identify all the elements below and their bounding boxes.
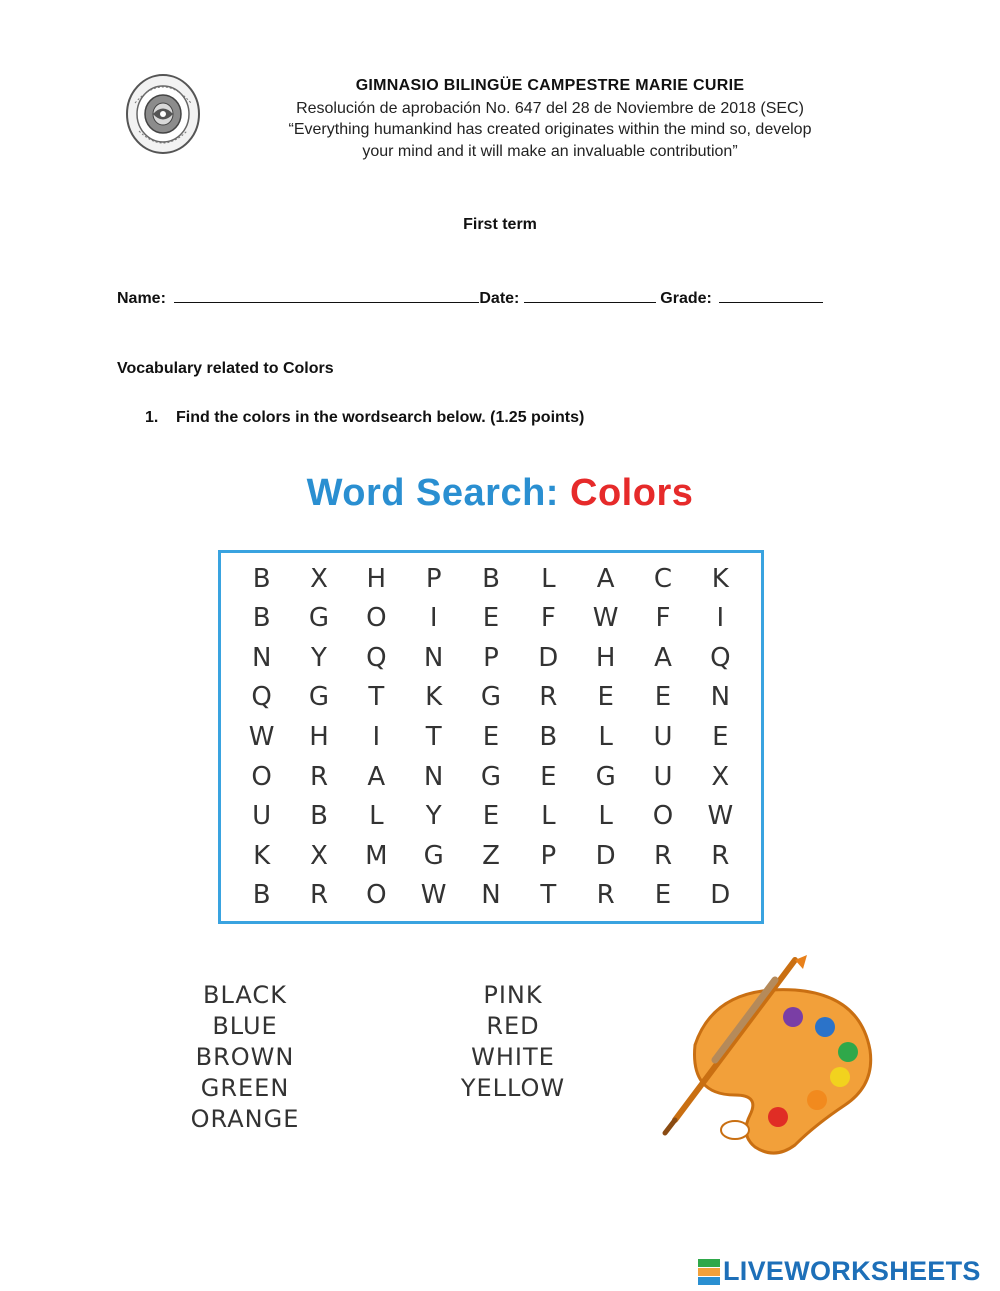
grid-letter[interactable]: X: [310, 840, 328, 871]
grid-letter[interactable]: P: [540, 840, 557, 871]
grid-letter[interactable]: D: [710, 880, 731, 911]
grid-letter[interactable]: R: [309, 880, 329, 911]
grid-letter[interactable]: Y: [425, 801, 442, 832]
grid-letter[interactable]: R: [711, 840, 730, 871]
motto-line-2: your mind and it will make an invaluable contribution”: [362, 143, 738, 160]
grid-letter[interactable]: E: [654, 880, 672, 911]
grid-letter[interactable]: G: [480, 761, 502, 792]
motto-line-1: “Everything humankind has created originates within the mind so, develop: [288, 121, 812, 138]
grid-letter[interactable]: Y: [311, 642, 327, 673]
term-label: First term: [463, 216, 537, 233]
grid-letter[interactable]: K: [711, 563, 729, 594]
grid-letter[interactable]: B: [252, 603, 271, 634]
date-label: Date:: [479, 290, 520, 307]
wordsearch-title: [0, 472, 1000, 515]
grid-letter[interactable]: I: [429, 603, 438, 634]
paint-palette-icon: [655, 955, 875, 1160]
grid-letter[interactable]: U: [653, 721, 673, 752]
grid-letter[interactable]: P: [483, 642, 499, 673]
grid-letter[interactable]: N: [251, 642, 272, 673]
grid-letter[interactable]: Q: [366, 642, 387, 673]
school-name: GIMNASIO BILINGÜE CAMPESTRE MARIE CURIE: [355, 77, 745, 94]
grid-letter[interactable]: C: [653, 563, 673, 594]
word-list-column-1: [165, 980, 325, 1135]
wordsearch-title-part2: Colors: [570, 472, 694, 514]
grid-letter[interactable]: I: [372, 721, 381, 752]
grid-letter[interactable]: F: [655, 603, 671, 634]
grid-letter[interactable]: G: [423, 840, 444, 871]
grid-letter[interactable]: G: [480, 682, 502, 713]
instruction-number: 1.: [145, 409, 159, 426]
grid-letter[interactable]: O: [366, 880, 387, 911]
word-list-item: BROWN: [195, 1043, 295, 1071]
grid-letter[interactable]: E: [597, 682, 614, 713]
word-list-item: BLUE: [212, 1012, 278, 1040]
grid-letter[interactable]: G: [595, 761, 616, 792]
grid-letter[interactable]: Z: [482, 840, 500, 871]
grid-letter[interactable]: O: [366, 603, 387, 634]
grid-letter[interactable]: R: [539, 682, 558, 713]
date-field[interactable]: [524, 288, 656, 303]
grid-letter[interactable]: N: [423, 761, 444, 792]
grid-letter[interactable]: O: [652, 801, 674, 832]
word-list-item: WHITE: [471, 1043, 555, 1071]
grid-letter[interactable]: L: [598, 801, 613, 832]
instruction: [145, 409, 584, 427]
grid-letter[interactable]: L: [369, 801, 384, 832]
grid-letter[interactable]: T: [540, 880, 557, 911]
grid-letter[interactable]: G: [308, 682, 330, 713]
grid-letter[interactable]: R: [309, 761, 329, 792]
grid-letter[interactable]: X: [310, 563, 328, 594]
grid-letter[interactable]: R: [653, 840, 673, 871]
grid-letter[interactable]: W: [248, 721, 275, 752]
word-list-item: BLACK: [203, 981, 287, 1009]
grid-letter[interactable]: E: [540, 761, 557, 792]
grade-field[interactable]: [719, 288, 823, 303]
school-seal-logo: [125, 73, 201, 155]
grid-letter[interactable]: M: [365, 840, 388, 871]
grid-letter[interactable]: K: [425, 682, 443, 713]
brand-logo-icon: [698, 1259, 720, 1285]
grid-letter[interactable]: E: [482, 721, 500, 752]
brand-text: LIVEWORKSHEETS: [723, 1256, 981, 1286]
grid-letter[interactable]: R: [596, 880, 615, 911]
grid-letter[interactable]: H: [366, 563, 387, 594]
word-list-item: ORANGE: [190, 1105, 300, 1133]
grid-letter[interactable]: D: [538, 642, 559, 673]
grid-letter[interactable]: E: [654, 682, 672, 713]
grid-letter[interactable]: P: [425, 563, 442, 594]
resolution-text: Resolución de aprobación No. 647 del 28 de Noviembre de 2018 (SEC): [296, 100, 804, 117]
grid-letter[interactable]: W: [707, 801, 734, 832]
grid-letter[interactable]: E: [482, 801, 500, 832]
name-label: Name:: [117, 290, 166, 307]
grid-letter[interactable]: K: [253, 840, 271, 871]
word-list-item: GREEN: [200, 1074, 290, 1102]
grid-letter[interactable]: N: [423, 642, 444, 673]
grid-letter[interactable]: A: [654, 642, 672, 673]
grid-letter[interactable]: W: [592, 603, 619, 634]
grid-letter[interactable]: T: [425, 721, 442, 752]
wordsearch-title-part1: Word Search:: [306, 472, 559, 514]
grid-letter[interactable]: B: [252, 563, 271, 594]
grid-letter[interactable]: O: [251, 761, 272, 792]
word-list-column-2: [433, 980, 593, 1104]
grid-letter[interactable]: L: [541, 563, 556, 594]
grid-letter[interactable]: H: [595, 642, 616, 673]
grid-letter[interactable]: A: [367, 761, 386, 792]
grid-letter[interactable]: U: [252, 801, 272, 832]
grid-letter[interactable]: X: [711, 761, 730, 792]
grid-letter[interactable]: F: [540, 603, 556, 634]
grid-letter[interactable]: T: [368, 682, 385, 713]
instruction-text: Find the colors in the wordsearch below. (1.25 points): [176, 409, 585, 426]
word-list-item: PINK: [483, 981, 543, 1009]
grid-letter[interactable]: W: [420, 880, 447, 911]
grid-letter[interactable]: E: [482, 603, 500, 634]
grid-letter[interactable]: N: [710, 682, 731, 713]
wordsearch-grid[interactable]: [218, 550, 764, 924]
grid-letter[interactable]: H: [309, 721, 329, 752]
grid-letter[interactable]: B: [539, 721, 558, 752]
grid-letter[interactable]: B: [482, 563, 500, 594]
grid-letter[interactable]: L: [598, 721, 613, 752]
grid-letter[interactable]: A: [596, 563, 615, 594]
grid-letter[interactable]: B: [310, 801, 328, 832]
grid-letter[interactable]: I: [716, 603, 725, 634]
section-title: Vocabulary related to Colors: [117, 360, 334, 377]
grid-letter[interactable]: D: [595, 840, 616, 871]
word-list-item: YELLOW: [460, 1074, 566, 1102]
name-field[interactable]: [174, 288, 479, 303]
student-info-form: [117, 288, 823, 308]
liveworksheets-brand[interactable]: [698, 1256, 981, 1287]
grid-letter[interactable]: Q: [710, 642, 731, 673]
grid-letter[interactable]: B: [252, 880, 271, 911]
grid-letter[interactable]: L: [541, 801, 556, 832]
grid-letter[interactable]: G: [308, 603, 330, 634]
grade-label: Grade:: [660, 290, 712, 307]
grid-letter[interactable]: N: [481, 880, 501, 911]
grid-letter[interactable]: Q: [251, 682, 272, 713]
grid-letter[interactable]: U: [653, 761, 673, 792]
word-list-item: RED: [486, 1012, 540, 1040]
grid-letter[interactable]: E: [712, 721, 729, 752]
